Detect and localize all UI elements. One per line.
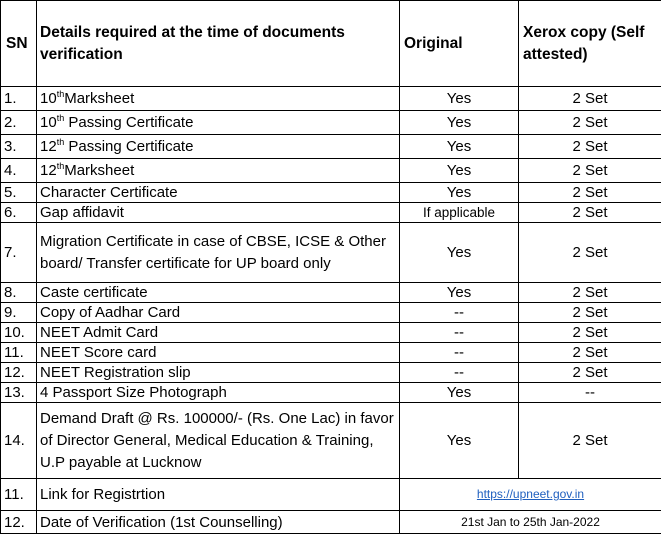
row-details: Copy of Aadhar Card <box>37 303 400 323</box>
row-details: NEET Registration slip <box>37 363 400 383</box>
table-row <box>1 283 661 303</box>
row-original: Yes <box>400 283 519 303</box>
row-details: Migration Certificate in case of CBSE, ICSE & Other board/ Transfer certificate for UP board only <box>37 223 400 283</box>
table-row <box>1 403 661 479</box>
row-xerox: 2 Set <box>519 343 661 363</box>
header-details: Details required at the time of documents verification <box>37 1 400 87</box>
row-original: -- <box>400 303 519 323</box>
table-row <box>1 343 661 363</box>
row-details: 10th Passing Certificate <box>37 111 400 135</box>
table-row <box>1 159 661 183</box>
row-xerox: 2 Set <box>519 159 661 183</box>
header-xerox: Xerox copy (Self attested) <box>519 1 661 87</box>
row-sn: 13. <box>1 383 37 403</box>
row-sn: 12. <box>1 363 37 383</box>
row-original: -- <box>400 323 519 343</box>
row-details: Gap affidavit <box>37 203 400 223</box>
row-details: NEET Admit Card <box>37 323 400 343</box>
row-sn: 3. <box>1 135 37 159</box>
table-row <box>1 303 661 323</box>
row-original: Yes <box>400 159 519 183</box>
row-xerox: 2 Set <box>519 403 661 479</box>
row-original: Yes <box>400 403 519 479</box>
table-row <box>1 223 661 283</box>
row-original: Yes <box>400 383 519 403</box>
row-sn: 7. <box>1 223 37 283</box>
row-details: Date of Verification (1st Counselling) <box>37 511 400 534</box>
row-sn: 4. <box>1 159 37 183</box>
row-details: 12thMarksheet <box>37 159 400 183</box>
row-xerox: 2 Set <box>519 183 661 203</box>
row-xerox: 2 Set <box>519 203 661 223</box>
row-sn: 2. <box>1 111 37 135</box>
table-row <box>1 511 661 534</box>
row-xerox: 2 Set <box>519 283 661 303</box>
row-sn: 11. <box>1 343 37 363</box>
row-original: -- <box>400 343 519 363</box>
row-xerox: 2 Set <box>519 111 661 135</box>
table-row <box>1 203 661 223</box>
row-sn: 5. <box>1 183 37 203</box>
table-row <box>1 363 661 383</box>
row-original: Yes <box>400 223 519 283</box>
table-row <box>1 111 661 135</box>
row-sn: 12. <box>1 511 37 534</box>
row-details: 12th Passing Certificate <box>37 135 400 159</box>
row-original: Yes <box>400 183 519 203</box>
row-xerox: 2 Set <box>519 223 661 283</box>
row-sn: 10. <box>1 323 37 343</box>
table-row <box>1 383 661 403</box>
row-original: Yes <box>400 87 519 111</box>
row-xerox: 2 Set <box>519 303 661 323</box>
row-details: Link for Registrtion <box>37 479 400 511</box>
row-details: 10thMarksheet <box>37 87 400 111</box>
table-row <box>1 87 661 111</box>
row-xerox: -- <box>519 383 661 403</box>
row-original: Yes <box>400 135 519 159</box>
row-details: 4 Passport Size Photograph <box>37 383 400 403</box>
row-sn: 11. <box>1 479 37 511</box>
row-xerox: 2 Set <box>519 323 661 343</box>
header-sn: SN <box>1 1 37 87</box>
table-row <box>1 135 661 159</box>
header-original: Original <box>400 1 519 87</box>
row-original: Yes <box>400 111 519 135</box>
row-sn: 9. <box>1 303 37 323</box>
verification-dates: 21st Jan to 25th Jan-2022 <box>400 511 661 534</box>
row-xerox: 2 Set <box>519 87 661 111</box>
row-original: If applicable <box>400 203 519 223</box>
row-xerox: 2 Set <box>519 135 661 159</box>
table-row <box>1 323 661 343</box>
table-row <box>1 479 661 511</box>
registration-link[interactable]: https://upneet.gov.in <box>400 479 661 511</box>
row-sn: 1. <box>1 87 37 111</box>
row-xerox: 2 Set <box>519 363 661 383</box>
row-sn: 8. <box>1 283 37 303</box>
table-row <box>1 183 661 203</box>
row-original: -- <box>400 363 519 383</box>
row-sn: 14. <box>1 403 37 479</box>
row-details: Character Certificate <box>37 183 400 203</box>
row-sn: 6. <box>1 203 37 223</box>
header-row <box>1 1 661 87</box>
row-details: Caste certificate <box>37 283 400 303</box>
row-details: Demand Draft @ Rs. 100000/- (Rs. One Lac) in favor of Director General, Medical Education & Training, U.P payable at Lucknow <box>37 403 400 479</box>
row-details: NEET Score card <box>37 343 400 363</box>
